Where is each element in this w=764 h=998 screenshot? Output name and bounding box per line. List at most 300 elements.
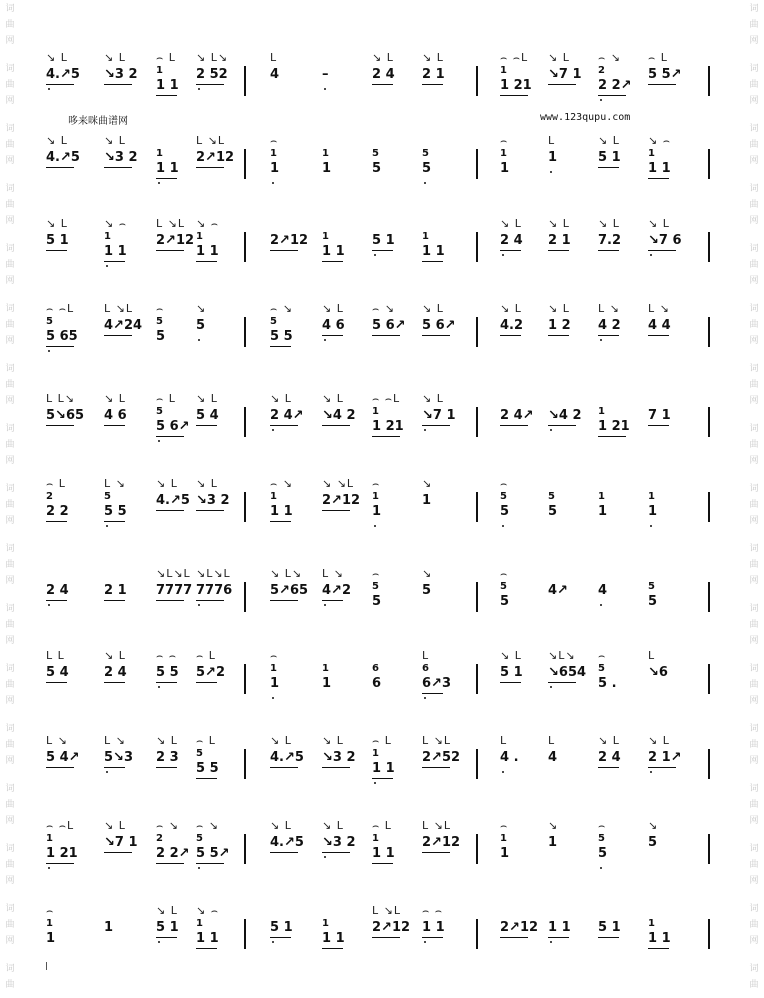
jianpu-notes: 5 [648,835,658,850]
watermark-glyph: 词 [5,604,15,614]
fingering-marks: L ↘ [104,734,126,747]
jianpu-notes: 1 21 [46,846,78,861]
barline [708,664,710,694]
watermark-glyph: 网 [749,696,759,706]
barline [476,582,478,612]
beam-underline [648,250,676,251]
fingering-marks: ↘ L [648,734,670,747]
octave-dot [424,182,426,184]
chord-upper-note: 1 [598,406,605,417]
jianpu-notes: 1 1 [372,846,395,861]
beam-underline [196,510,224,511]
beam-underline [322,767,350,768]
watermark-glyph: 网 [5,276,15,286]
jianpu-notes: ↘3 2 [322,835,356,850]
jianpu-notes: ↘7 1 [104,835,138,850]
fingering-marks: ↘ L [322,302,344,315]
watermark-glyph: 词 [5,664,15,674]
jianpu-notes: 7777 [156,583,193,598]
jianpu-notes: 2 3 [156,750,179,765]
octave-dot [158,686,160,688]
barline [244,749,246,779]
jianpu-notes: 1 21 [598,419,630,434]
barline [476,232,478,262]
octave-dot [650,525,652,527]
beam-underline [46,84,74,85]
watermark-glyph: 曲 [749,680,759,690]
beam-underline [104,84,132,85]
watermark-glyph: 词 [749,4,759,14]
jianpu-notes: 2 4 [500,233,523,248]
beam-underline [598,167,619,168]
jianpu-notes: ↘7 1 [422,408,456,423]
fingering-marks: L ↘ [648,302,670,315]
fingering-marks: ↘ L↘ [196,51,229,64]
jianpu-notes: 6 [372,676,382,691]
chord-upper-note: 1 [372,406,379,417]
watermark-glyph: 网 [5,336,15,346]
jianpu-notes: 4.↗5 [156,493,190,508]
octave-dot [198,88,200,90]
site-label[interactable]: 哆来咪曲谱网 [68,116,128,127]
octave-dot [272,429,274,431]
beam-underline [156,510,184,511]
beam-underline [46,521,67,522]
jianpu-notes: 2↗12 [422,835,461,850]
watermark-glyph: 词 [749,964,759,974]
beam-underline [196,425,217,426]
jianpu-notes: ↘3 2 [196,493,230,508]
beam-underline [270,521,291,522]
beam-underline [46,167,74,168]
fingering-marks: L [548,734,556,747]
chord-upper-note: 1 [422,231,429,242]
octave-dot [502,254,504,256]
octave-dot [106,771,108,773]
fingering-marks: ⌢ ↘ [270,477,293,490]
beam-underline [104,425,125,426]
chord-upper-note: 2 [598,65,605,76]
score-row [0,218,764,288]
jianpu-notes: 5 1 [598,150,621,165]
jianpu-notes: 1 1 [156,78,179,93]
watermark-glyph: 网 [749,576,759,586]
jianpu-notes: 1 1 [270,504,293,519]
fingering-marks: ⌢ L [196,649,216,662]
score-row [0,478,764,548]
barline [476,749,478,779]
fingering-marks: L [270,51,278,64]
jianpu-notes: 2↗12 [270,233,309,248]
beam-underline [46,425,74,426]
beam-underline [322,600,343,601]
fingering-marks: ⌢ [500,134,509,147]
beam-underline [104,261,125,262]
fingering-marks: ⌢ ↘ [196,819,219,832]
fingering-marks: ↘ [648,819,659,832]
fingering-marks: ↘ ⌢ [104,217,127,230]
chord-upper-note: 5 [548,491,555,502]
watermark-glyph: 曲 [749,860,759,870]
octave-dot [272,941,274,943]
jianpu-notes: 2 2↗ [598,78,632,93]
jianpu-notes: 5 1 [598,920,621,935]
chord-upper-note: 1 [648,918,655,929]
beam-underline [500,937,528,938]
fingering-marks: ⌢ [156,302,165,315]
watermark-glyph: 词 [5,244,15,254]
site-url[interactable]: www.123qupu.com [540,112,631,123]
fingering-marks: ↘ L [104,649,126,662]
jianpu-notes: 5 5 [156,665,179,680]
chord-upper-note: 1 [104,231,111,242]
watermark-glyph: 词 [5,544,15,554]
beam-underline [46,250,67,251]
fingering-marks: ⌢ [46,904,55,917]
jianpu-notes: 1 [322,161,332,176]
chord-upper-note: 1 [500,65,507,76]
fingering-marks: L ↘ [104,477,126,490]
beam-underline [500,425,528,426]
jianpu-notes: 4↗24 [104,318,143,333]
jianpu-notes: 2↗12 [156,233,195,248]
octave-dot [198,339,200,341]
fingering-marks: ⌢ L [372,734,392,747]
jianpu-notes: 1 1 [196,244,219,259]
beam-underline [372,937,400,938]
barline [244,407,246,437]
jianpu-notes: – [322,67,329,82]
watermark-glyph: 网 [5,516,15,526]
fingering-marks: ⌢ ↘ [598,51,621,64]
fingering-marks: ⌢ [270,649,279,662]
beam-underline [372,84,393,85]
jianpu-notes: 2 2↗ [156,846,190,861]
chord-upper-note: 1 [372,748,379,759]
jianpu-notes: 5 [372,161,382,176]
beam-underline [196,778,217,779]
jianpu-notes: 5 6↗ [372,318,406,333]
beam-underline [422,425,450,426]
watermark-glyph: 曲 [749,80,759,90]
chord-upper-note: 5 [270,316,277,327]
watermark-glyph: 词 [749,544,759,554]
beam-underline [270,937,291,938]
jianpu-notes: 2↗12 [500,920,539,935]
watermark-glyph: 词 [749,304,759,314]
watermark-glyph: 词 [5,184,15,194]
beam-underline [648,178,669,179]
fingering-marks: ⌢ L [372,819,392,832]
octave-dot [600,99,602,101]
watermark-glyph: 曲 [5,380,15,390]
octave-dot [550,941,552,943]
jianpu-notes: ↘7 1 [548,67,582,82]
jianpu-notes: 1 [548,835,558,850]
fingering-marks: ⌢ [500,567,509,580]
fingering-marks: ⌢ ⌢L [46,302,75,315]
watermark-glyph: 网 [749,276,759,286]
beam-underline [598,95,626,96]
jianpu-notes: ↘3 2 [322,750,356,765]
fingering-marks: ↘ L [422,51,444,64]
fingering-marks: ↘ L [648,217,670,230]
octave-dot [502,771,504,773]
fingering-marks: ↘ L [46,217,68,230]
jianpu-notes: 1 [500,846,510,861]
score-row [0,735,764,805]
watermark-glyph: 词 [5,904,15,914]
barline [476,149,478,179]
chord-upper-note: 1 [46,918,53,929]
watermark-glyph: 曲 [749,320,759,330]
barline [244,492,246,522]
margin-mark [46,962,47,970]
jianpu-notes: 1 2 [548,318,571,333]
jianpu-notes: 1 1 [548,920,571,935]
jianpu-notes: 2 4 [46,583,69,598]
beam-underline [156,600,184,601]
fingering-marks: ↘ L [598,217,620,230]
jianpu-notes: 1 1 [196,931,219,946]
chord-upper-note: 1 [196,231,203,242]
jianpu-notes: 5 [372,594,382,609]
watermark-glyph: 网 [5,96,15,106]
chord-upper-note: 1 [372,491,379,502]
watermark-glyph: 曲 [5,860,15,870]
octave-dot [272,182,274,184]
chord-upper-note: 1 [196,918,203,929]
chord-upper-note: 1 [270,491,277,502]
watermark-glyph: 网 [5,456,15,466]
jianpu-notes: 5 . [598,676,617,691]
watermark-glyph: 网 [749,156,759,166]
watermark-glyph: 网 [749,396,759,406]
jianpu-notes: 4 [548,750,558,765]
score-row [0,393,764,463]
chord-upper-note: 5 [598,833,605,844]
jianpu-notes: 2 4↗ [270,408,304,423]
beam-underline [46,600,67,601]
octave-dot [424,697,426,699]
watermark-glyph: 曲 [5,200,15,210]
fingering-marks: ↘ L [104,51,126,64]
beam-underline [196,167,224,168]
fingering-marks: ↘ ↘L [322,477,355,490]
watermark-glyph: 词 [749,244,759,254]
fingering-marks: L ↘ [322,567,344,580]
fingering-marks: ↘ ⌢ [196,904,219,917]
watermark-glyph: 网 [5,636,15,646]
score-row [0,905,764,975]
jianpu-notes: 1 [372,504,382,519]
watermark-glyph: 网 [749,36,759,46]
barline [244,232,246,262]
chord-upper-note: 1 [648,491,655,502]
barline [476,834,478,864]
jianpu-notes: 4.↗5 [46,67,80,82]
watermark-glyph: 词 [749,604,759,614]
fingering-marks: L L↘ [46,392,75,405]
watermark-glyph: 曲 [5,260,15,270]
watermark-glyph: 网 [749,216,759,226]
octave-dot [600,867,602,869]
beam-underline [422,261,443,262]
fingering-marks: ↘ L [500,649,522,662]
watermark-glyph: 词 [749,364,759,374]
fingering-marks: ⌢ ⌢L [372,392,401,405]
jianpu-notes: 2 4 [372,67,395,82]
fingering-marks: ⌢ ⌢L [46,819,75,832]
chord-upper-note: 5 [500,581,507,592]
jianpu-notes: 5 [598,846,608,861]
chord-upper-note: 5 [422,148,429,159]
jianpu-notes: 2↗52 [422,750,461,765]
watermark-glyph: 网 [749,336,759,346]
fingering-marks: L ↘L [372,904,401,917]
fingering-marks: ↘ L [422,302,444,315]
beam-underline [598,937,619,938]
beam-underline [270,600,298,601]
fingering-marks: ⌢ L [156,392,176,405]
watermark-glyph: 网 [749,756,759,766]
jianpu-notes: 1 21 [372,419,404,434]
fingering-marks: ↘ L [46,51,68,64]
barline [244,582,246,612]
fingering-marks: ⌢ [598,819,607,832]
barline [708,749,710,779]
chord-upper-note: 5 [156,316,163,327]
beam-underline [196,600,224,601]
beam-underline [500,682,521,683]
fingering-marks: ⌢ ↘ [156,819,179,832]
jianpu-notes: 5 5 [196,761,219,776]
jianpu-notes: 5 [422,583,432,598]
fingering-marks: ↘ L [598,734,620,747]
barline [244,149,246,179]
jianpu-notes: 4.↗5 [270,835,304,850]
beam-underline [156,863,184,864]
barline [708,232,710,262]
chord-upper-note: 1 [372,833,379,844]
fingering-marks: L ↘ [46,734,68,747]
barline [244,834,246,864]
jianpu-notes: 1 1 [422,920,445,935]
fingering-marks: ⌢ ↘ [270,302,293,315]
jianpu-notes: 5 [648,594,658,609]
jianpu-notes: 1 [104,920,114,935]
beam-underline [372,778,393,779]
octave-dot [424,941,426,943]
octave-dot [600,604,602,606]
jianpu-notes: 2 1 [422,67,445,82]
jianpu-notes: 5↘3 [104,750,133,765]
fingering-marks: ↘ L [46,134,68,147]
beam-underline [548,425,576,426]
fingering-marks: ↘ L [156,477,178,490]
watermark-glyph: 词 [5,64,15,74]
score-row [0,820,764,890]
jianpu-notes: ↘3 2 [104,150,138,165]
jianpu-notes: 1 1 [648,161,671,176]
chord-upper-note: 1 [156,65,163,76]
fingering-marks: ↘ ⌢ [196,217,219,230]
chord-upper-note: 5 [372,581,379,592]
watermark-glyph: 网 [749,456,759,466]
fingering-marks: ↘ L [104,392,126,405]
barline [244,66,246,96]
beam-underline [104,682,125,683]
watermark-glyph: 曲 [749,500,759,510]
jianpu-notes: 4↗2 [322,583,351,598]
fingering-marks: ↘ [422,477,433,490]
octave-dot [106,525,108,527]
fingering-marks: ⌢ L [196,734,216,747]
score-row [0,135,764,205]
fingering-marks: L ↘L [156,217,185,230]
octave-dot [48,88,50,90]
beam-underline [422,693,443,694]
watermark-glyph: 网 [5,756,15,766]
beam-underline [196,863,224,864]
fingering-marks: ⌢ ↘ [372,302,395,315]
fingering-marks: ↘ L [322,734,344,747]
jianpu-notes: 5 [548,504,558,519]
beam-underline [270,425,298,426]
jianpu-notes: 4.↗5 [270,750,304,765]
jianpu-notes: 5 6↗ [422,318,456,333]
beam-underline [422,852,450,853]
beam-underline [372,863,393,864]
fingering-marks: ↘ L [270,734,292,747]
watermark-glyph: 词 [5,484,15,494]
fingering-marks: ↘ L [104,819,126,832]
fingering-marks: ⌢ [500,477,509,490]
chord-upper-note: 6 [422,663,429,674]
watermark-glyph: 词 [5,124,15,134]
fingering-marks: ↘ L [548,51,570,64]
fingering-marks: ↘ L↘ [270,567,303,580]
watermark-glyph: 曲 [5,560,15,570]
jianpu-notes: 4 2 [598,318,621,333]
watermark-glyph: 曲 [749,20,759,30]
jianpu-notes: 5↗65 [270,583,309,598]
fingering-marks: ↘L↘L [156,567,191,580]
watermark-glyph: 曲 [5,440,15,450]
octave-dot [550,429,552,431]
beam-underline [104,767,125,768]
barline [476,492,478,522]
octave-dot [550,686,552,688]
fingering-marks: ↘ L [270,819,292,832]
jianpu-notes: 7 1 [648,408,671,423]
watermark-glyph: 曲 [5,20,15,30]
beam-underline [322,425,350,426]
barline [708,317,710,347]
fingering-marks: ⌢ [270,134,279,147]
watermark-glyph: 曲 [749,620,759,630]
beam-underline [196,948,217,949]
beam-underline [196,261,217,262]
watermark-glyph: 曲 [5,680,15,690]
jianpu-notes: 5 5↗ [648,67,682,82]
chord-upper-note: 5 [196,748,203,759]
jianpu-notes: 5 65 [46,329,78,344]
beam-underline [156,250,184,251]
octave-dot [324,88,326,90]
watermark-glyph: 网 [5,876,15,886]
fingering-marks: ⌢ ⌢ [422,904,443,917]
